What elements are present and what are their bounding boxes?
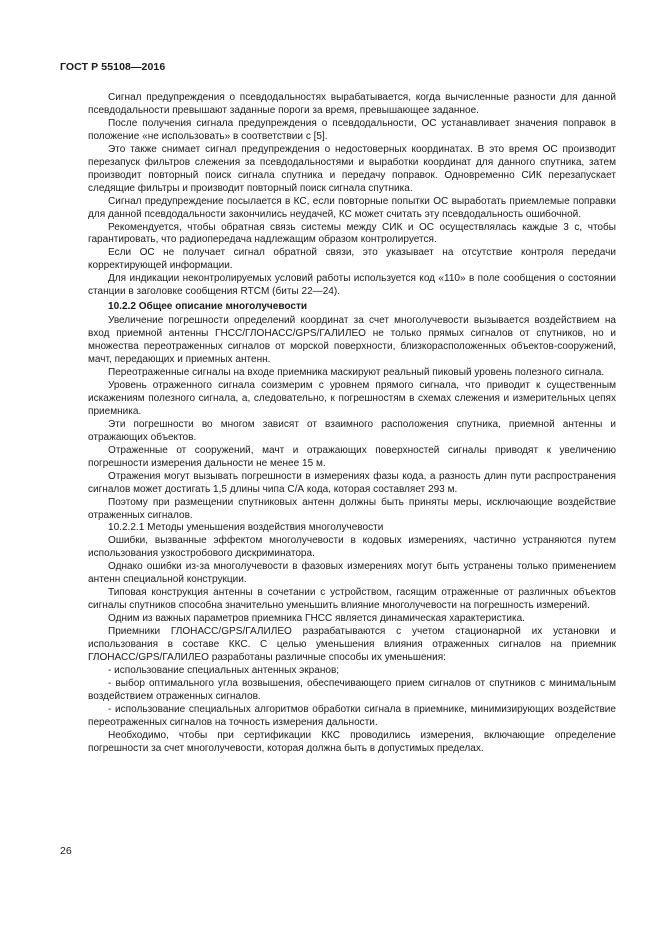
paragraph: Это также снимает сигнал предупреждения о недостоверных координатах. В это время ОС производит перезапуск фильтров слежения за псевдодальностями и выработки координат для данного спутника, затем производит повторный поиск сигнала спутника и передачу поправок. Одновременно СИК перезапускает следящие фильтры и производит повторный поиск сигнала спутника. (88, 143, 616, 194)
paragraph: Типовая конструкция антенны в сочетании с устройством, гасящим отраженные от различных объектов сигналы спутников способна значительно уменьшить влияние многолучевости на погрешность измерений. (88, 587, 616, 612)
list-item: - выбор оптимального угла возвышения, обеспечивающего прием сигналов от спутников с минимальным воздействием отраженных сигналов. (88, 677, 616, 702)
paragraph: Уровень отраженного сигнала соизмерим с уровнем прямого сигнала, что приводит к существенным искажениям полезного сигнала, а, следовательно, к погрешностям в схемах слежения и измерительных цепях приемника. (88, 379, 616, 417)
page-number: 26 (60, 845, 72, 857)
paragraph: Поэтому при размещении спутниковых антенн должны быть приняты меры, исключающие воздействие отраженных сигналов. (88, 496, 616, 521)
list-item: - использование специальных антенных экранов; (108, 664, 340, 676)
subsection-heading: 10.2.2.1 Методы уменьшения воздействия многолучевости (108, 522, 384, 534)
paragraph: Одним из важных параметров приемника ГНСС является динамическая характеристика. (108, 613, 525, 625)
paragraph: Приемники ГЛОНАСС/GPS/ГАЛИЛЕО разрабатываются с учетом стационарной их установки и использования в составе ККС. С целью уменьшения влияния отраженных сигналов на приемник ГЛОНАСС/GPS/ГАЛИЛЕО разработаны различные способы их уменьшения: (88, 626, 616, 663)
paragraph: Однако ошибки из-за многолучевости в фазовых измерениях могут быть устранены только применением антенн специальной конструкции. (88, 561, 616, 586)
paragraph: Эти погрешности во многом зависят от взаимного расположения спутника, приемной антенны и отражающих объектов. (88, 418, 616, 443)
paragraph: После получения сигнала предупреждения о псевдодальности, ОС устанавливает значения поправок в положение «не использовать» в соответствии с [5]. (88, 117, 616, 142)
body-text (88, 92, 616, 756)
list-item: - использование специальных алгоритмов обработки сигнала в приемнике, минимизирующих воздействие переотраженных сигналов на точность измерения дальности. (88, 703, 616, 728)
paragraph: Отраженные от сооружений, мачт и отражающих поверхностей сигналы приводят к увеличению погрешности измерения дальности не менее 15 м. (88, 444, 616, 469)
paragraph: Сигнал предупреждения о псевдодальностях вырабатывается, когда вычисленные разности для данной псевдодальности превышают заданные пороги за время, превышающее заданное. (88, 92, 616, 116)
standard-header: ГОСТ Р 55108—2016 (60, 61, 166, 73)
paragraph: Рекомендуется, чтобы обратная связь системы между СИК и ОС осуществлялась каждые 3 с, чтобы гарантировать, что радиопередача надлежащим образом контролируется. (88, 221, 616, 246)
paragraph: Необходимо, чтобы при сертификации ККС проводились измерения, включающие определение погрешности за счет многолучевости, которая должна быть в допустимых пределах. (88, 729, 616, 754)
section-heading: 10.2.2 Общее описание многолучевости (108, 301, 308, 313)
paragraph: Переотраженные сигналы на входе приемника маскируют реальный пиковый уровень полезного сигнала. (108, 367, 605, 379)
paragraph: Если ОС не получает сигнал обратной связи, это указывает на отсутствие контроля передачи корректирующей информации. (88, 247, 616, 272)
paragraph: Ошибки, вызванные эффектом многолучевости в кодовых измерениях, частично устраняются путем использования узкостробового дискриминатора. (88, 535, 616, 560)
paragraph: Отражения могут вызывать погрешности в измерениях фазы кода, а разность длин пути распространения сигналов может достигать 1,5 длины чипа С/А кода, которая составляет 293 м. (88, 470, 616, 495)
paragraph: Для индикации неконтролируемых условий работы используется код «110» в поле сообщения о состоянии станции в заголовке сообщения RTCM (биты 22—24). (88, 273, 616, 298)
paragraph: Увеличение погрешности определений координат за счет многолучевости вызывается воздействием на вход приемной антенны ГНСС/ГЛОНАСС/GPS/ГАЛИЛЕО не только прямых сигналов от спутников, но и множества переотраженных сигналов от морской поверхности, близкорасположенных объектов-сооружений, мачт, передающих и приемных антенн. (88, 315, 616, 366)
paragraph: Сигнал предупреждение посылается в КС, если повторные попытки ОС выработать приемлемые поправки для данной псевдодальности закончились неудачей, КС может считать эту псевдодальность ошибочной. (88, 195, 616, 220)
